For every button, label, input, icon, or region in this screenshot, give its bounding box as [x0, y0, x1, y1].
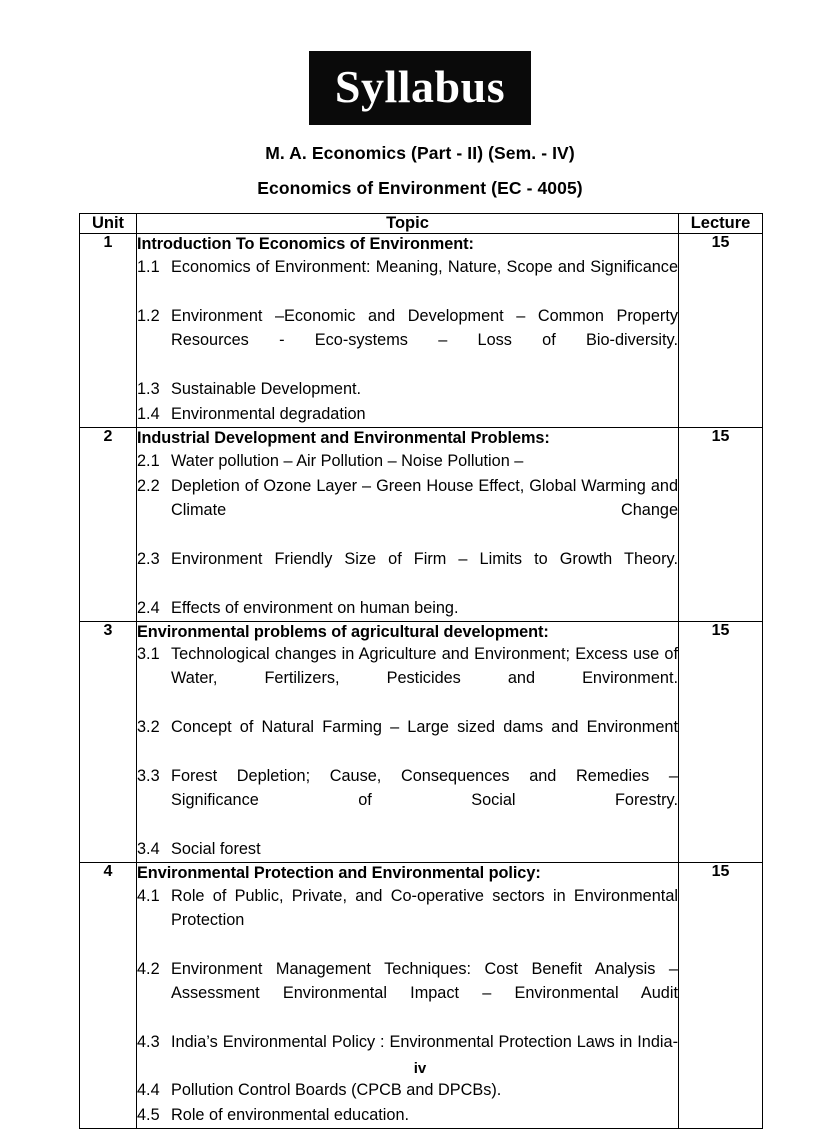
topic-sub-item-text: Effects of environment on human being.	[171, 598, 459, 617]
topic-sub-item	[137, 838, 678, 862]
topic-sub-item	[137, 597, 678, 621]
topic-sub-item-text: Environment Friendly Size of Firm – Limits to Growth Theory.	[171, 549, 678, 568]
topic-sub-item-text: Environment Management Techniques: Cost Benefit Analysis – Assessment Environmental Impact – Environmental Audit	[171, 959, 678, 1002]
column-header-topic: Topic	[137, 214, 679, 234]
syllabus-table-container	[0, 213, 840, 1129]
topic-sub-item	[137, 450, 678, 474]
topic-sub-item-text: Environment –Economic and Development – Common Property Resources - Eco-systems – Loss of Bio-diversity.	[171, 307, 678, 350]
page-number-footer: iv	[413, 1060, 427, 1077]
topic-sub-item-text: Role of Public, Private, and Co-operative sectors in Environmental Protection	[171, 886, 678, 929]
topic-sub-item-number: 2.4	[137, 598, 160, 617]
topic-sub-item	[137, 256, 678, 304]
topic-sub-item-number: 4.1	[137, 886, 160, 905]
topic-cell	[137, 234, 679, 428]
topic-sub-item	[137, 378, 678, 402]
lecture-count-cell: 15	[679, 621, 763, 862]
topic-sub-item-number: 3.2	[137, 718, 160, 737]
page-title-banner: Syllabus	[309, 51, 531, 125]
unit-number-cell: 1	[80, 234, 137, 428]
unit-title: Industrial Development and Environmental Problems:	[137, 429, 550, 447]
topic-sub-item-number: 2.2	[137, 476, 160, 495]
topic-sub-item-number: 1.1	[137, 258, 160, 277]
topic-sub-item-text: Sustainable Development.	[171, 380, 362, 399]
topic-sub-item-text: Environmental degradation	[171, 405, 366, 424]
topic-sub-item-number: 2.3	[137, 549, 160, 568]
topic-sub-item-number: 4.4	[137, 1081, 160, 1100]
table-body	[80, 234, 763, 1129]
table-header-row	[80, 214, 763, 234]
unit-number-cell: 2	[80, 428, 137, 622]
unit-title: Introduction To Economics of Environment:	[137, 235, 474, 254]
topic-sub-item-text: Water pollution – Air Pollution – Noise Pollution –	[171, 451, 524, 470]
topic-sub-item-number: 2.1	[137, 451, 160, 470]
topic-sub-item-number: 1.2	[137, 307, 160, 326]
topic-sub-item-number: 3.4	[137, 840, 160, 859]
topic-cell	[137, 621, 679, 862]
topic-sub-item-text: Role of environmental education.	[171, 1106, 410, 1125]
topic-sub-item-number: 3.1	[137, 645, 160, 664]
syllabus-table	[79, 213, 763, 1129]
topic-sub-item-number: 1.4	[137, 405, 160, 424]
table-row	[80, 621, 763, 862]
topic-sub-item-text: India’s Environmental Policy : Environmental Protection Laws in India-	[171, 1032, 678, 1051]
lecture-count-cell: 15	[679, 234, 763, 428]
topic-sub-item-text: Technological changes in Agriculture and Environment; Excess use of Water, Fertilizers, Pesticides and Environment.	[171, 645, 678, 688]
unit-number-cell: 4	[80, 862, 137, 1128]
unit-number-cell: 3	[80, 621, 137, 862]
lecture-count-cell: 15	[679, 428, 763, 622]
table-row	[80, 862, 763, 1128]
topic-sub-item-text: Pollution Control Boards (CPCB and DPCBs).	[171, 1081, 502, 1100]
course-heading: M. A. Economics (Part - II) (Sem. - IV)	[265, 143, 575, 163]
topic-sub-item-text: Social forest	[171, 840, 261, 859]
topic-sub-item	[137, 548, 678, 596]
subject-heading: Economics of Environment (EC - 4005)	[257, 178, 583, 198]
topic-sub-item	[137, 1079, 678, 1103]
topic-sub-item	[137, 305, 678, 377]
topic-sub-item-number: 3.3	[137, 767, 160, 786]
unit-title: Environmental problems of agricultural development:	[137, 622, 549, 641]
topic-sub-item	[137, 643, 678, 715]
topic-cell	[137, 428, 679, 622]
topic-sub-item	[137, 1104, 678, 1128]
topic-sub-item-text: Depletion of Ozone Layer – Green House Effect, Global Warming and Climate Change	[171, 476, 678, 519]
topic-sub-item-number: 4.2	[137, 959, 160, 978]
topic-sub-item-number: 1.3	[137, 380, 160, 399]
topic-sub-item	[137, 765, 678, 837]
unit-title: Environmental Protection and Environmental policy:	[137, 863, 541, 882]
topic-sub-item	[137, 403, 678, 427]
topic-sub-item-number: 4.3	[137, 1032, 160, 1051]
topic-cell	[137, 862, 679, 1128]
column-header-lecture: Lecture	[679, 214, 763, 234]
topic-sub-item	[137, 885, 678, 957]
topic-sub-item	[137, 716, 678, 764]
topic-sub-item	[137, 475, 678, 547]
topic-sub-item-text: Concept of Natural Farming – Large sized dams and Environment	[171, 718, 678, 737]
table-header	[80, 214, 763, 234]
lecture-count-cell: 15	[679, 862, 763, 1128]
topic-sub-item-number: 4.5	[137, 1106, 160, 1125]
title-banner-container	[0, 0, 840, 125]
topic-sub-item-text: Economics of Environment: Meaning, Nature, Scope and Significance	[171, 258, 678, 277]
topic-sub-item-text: Forest Depletion; Cause, Consequences and Remedies – Significance of Social Forestry.	[171, 767, 678, 810]
table-row	[80, 234, 763, 428]
topic-sub-item	[137, 958, 678, 1030]
table-row	[80, 428, 763, 622]
column-header-unit: Unit	[80, 214, 137, 234]
